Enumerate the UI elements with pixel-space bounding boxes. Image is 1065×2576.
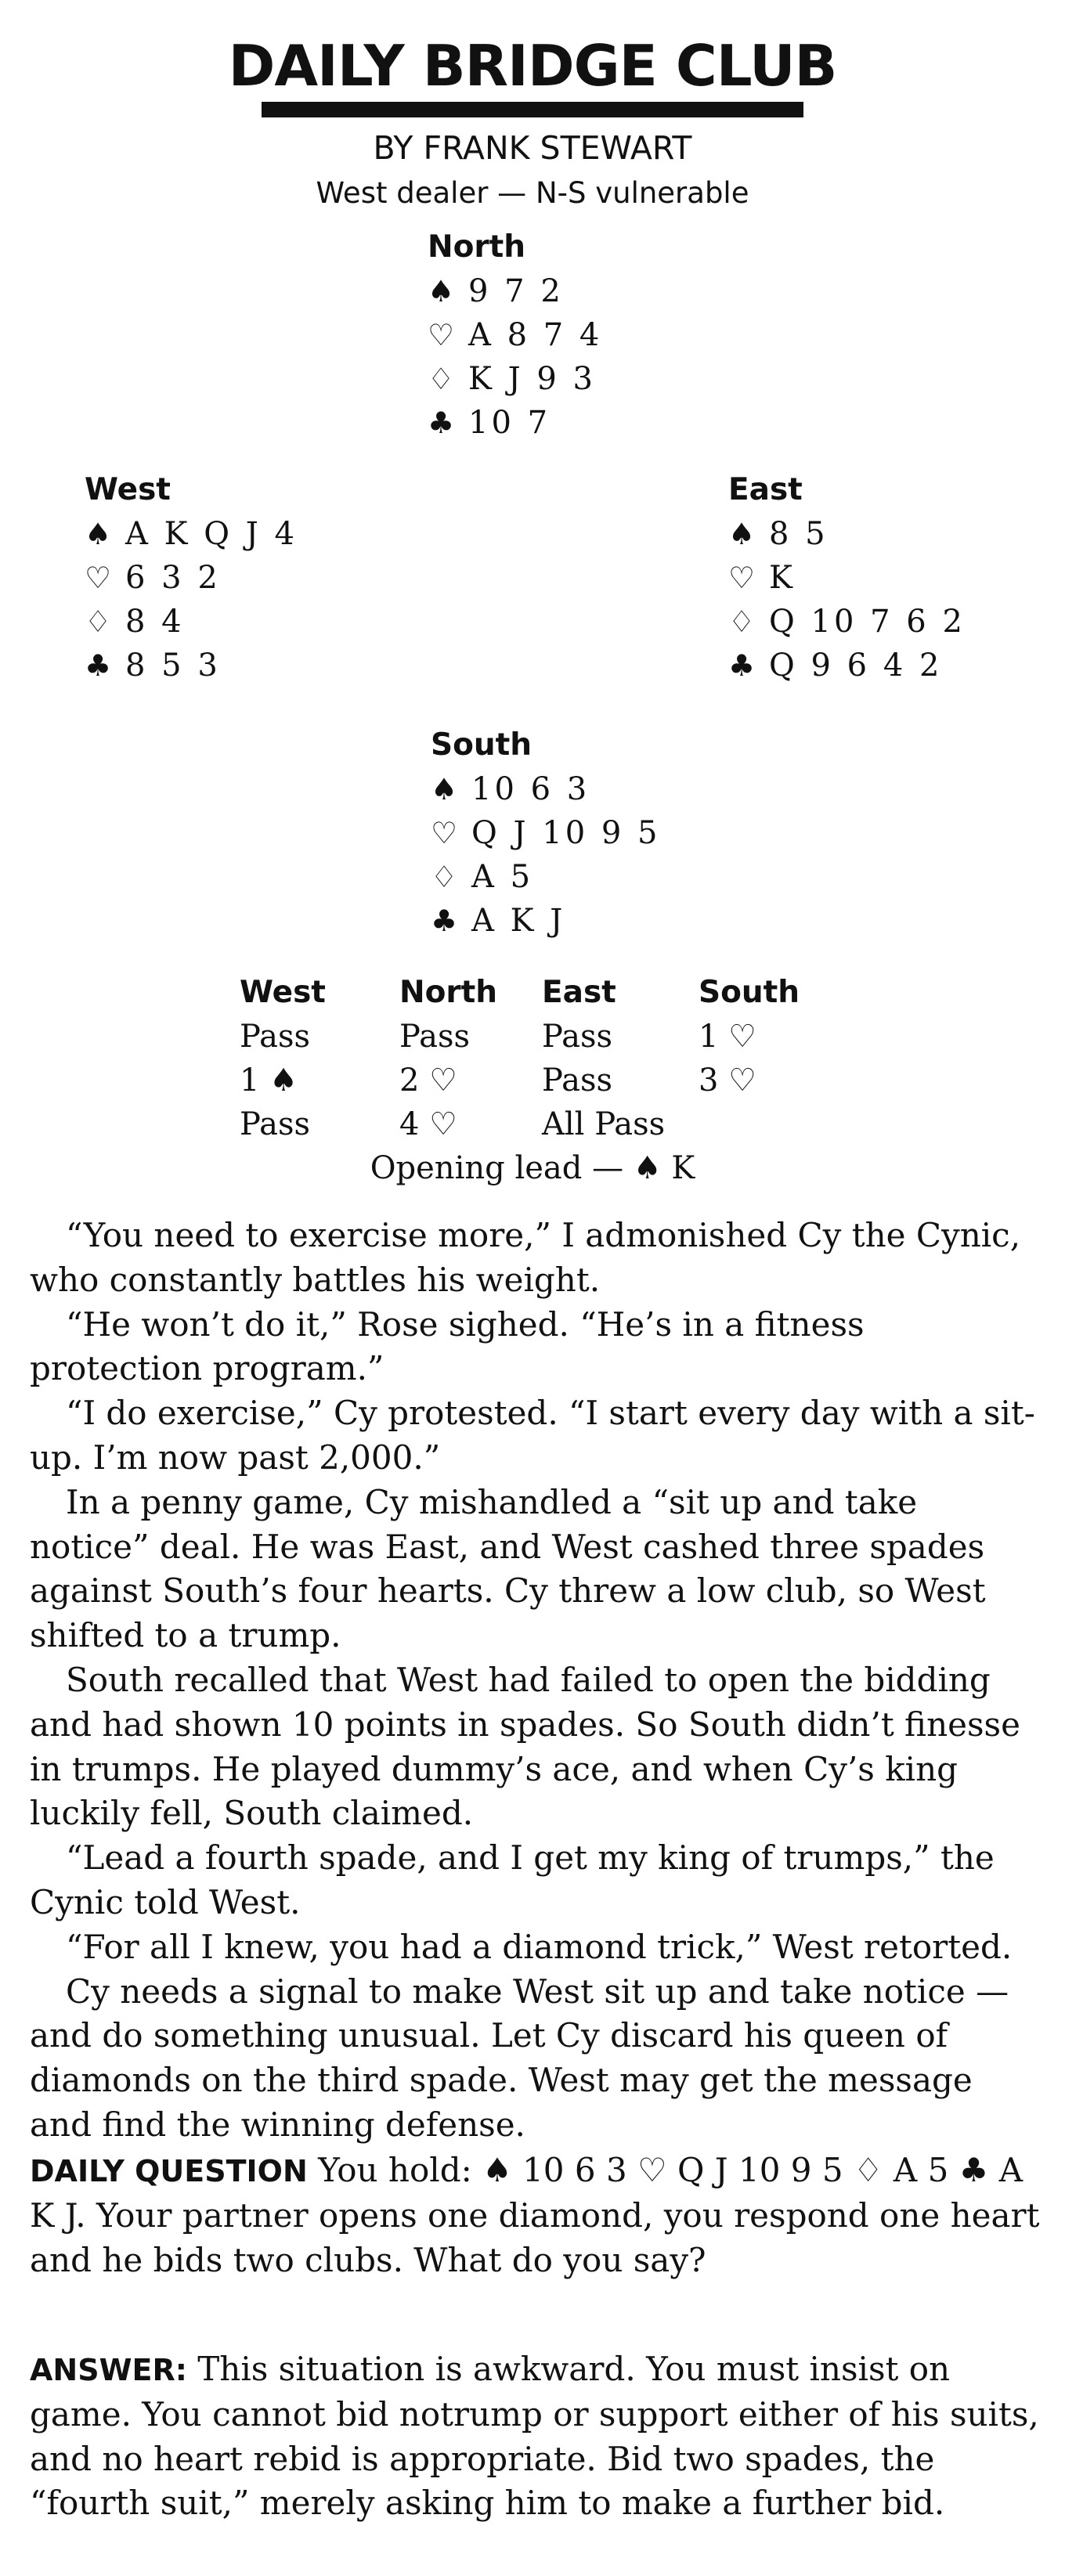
clubs-holding bbox=[728, 644, 966, 687]
bid: Pass bbox=[240, 1106, 311, 1142]
bid: 4 ♡ bbox=[399, 1106, 458, 1142]
spade-icon: ♠ bbox=[431, 772, 458, 806]
diamonds-holding bbox=[728, 600, 966, 644]
auction-header-west: West bbox=[240, 975, 326, 1010]
cards: 8 4 bbox=[125, 604, 185, 640]
title-rule bbox=[262, 102, 803, 117]
paragraph: “For all I knew, you had a diamond trick,” West retorted. bbox=[66, 1927, 1013, 1966]
bid: 3 ♡ bbox=[699, 1063, 757, 1099]
bid: All Pass bbox=[542, 1106, 666, 1142]
auction-row bbox=[240, 1015, 835, 1059]
opening-lead: Opening lead — ♠ K bbox=[370, 1150, 695, 1186]
answer-text: This situation is awkward. You must insist on game. You cannot bid notrump or support either of his suits, and no heart rebid is appropriate. Bid two spades, the “fourth suit,” merely asking him to make a further bid. bbox=[30, 2350, 1039, 2523]
cards: A K J bbox=[471, 903, 566, 939]
hearts-holding bbox=[428, 313, 602, 357]
heart-icon: ♡ bbox=[85, 561, 112, 595]
heart-icon: ♡ bbox=[728, 561, 756, 595]
club-icon: ♣ bbox=[428, 406, 455, 440]
diamond-icon: ♢ bbox=[85, 604, 112, 639]
spade-icon: ♠ bbox=[85, 517, 112, 551]
paragraph: South recalled that West had failed to open the bidding and had shown 10 points in spades. So South didn’t finesse in trumps. He played dummy’s ace, and when Cy’s king luckily fell, South claimed. bbox=[30, 1660, 1020, 1833]
cards: K bbox=[769, 560, 796, 596]
cards: Q J 10 9 5 bbox=[471, 815, 661, 851]
hearts-holding bbox=[85, 556, 298, 600]
club-icon: ♣ bbox=[85, 648, 112, 683]
hand-label: East bbox=[728, 472, 803, 507]
auction bbox=[240, 971, 835, 1146]
byline: BY FRANK STEWART bbox=[373, 129, 692, 167]
bid: Pass bbox=[399, 1019, 471, 1055]
bid: Pass bbox=[240, 1019, 311, 1055]
spades-holding bbox=[431, 767, 660, 811]
answer-label: ANSWER: bbox=[30, 2353, 187, 2387]
diamonds-holding bbox=[85, 600, 298, 644]
auction-row bbox=[240, 1059, 835, 1102]
hand-west bbox=[85, 468, 298, 687]
bid bbox=[699, 1102, 835, 1146]
cards: A K Q J 4 bbox=[125, 516, 298, 552]
hand-south bbox=[431, 723, 660, 943]
answer-paragraph bbox=[30, 2347, 1040, 2526]
diamond-icon: ♢ bbox=[428, 362, 455, 396]
cards: K J 9 3 bbox=[468, 361, 596, 397]
auction-header-row bbox=[240, 971, 835, 1015]
spades-holding bbox=[728, 512, 966, 556]
paragraph: “I do exercise,” Cy protested. “I start every day with a sit-up. I’m now past 2,000.” bbox=[30, 1394, 1035, 1477]
cards: A 8 7 4 bbox=[468, 317, 603, 353]
diamond-icon: ♢ bbox=[728, 604, 756, 639]
hand-east bbox=[728, 468, 966, 687]
spades-holding bbox=[85, 512, 298, 556]
auction-header-south: South bbox=[699, 975, 800, 1010]
heart-icon: ♡ bbox=[428, 318, 455, 352]
bid: 1 ♡ bbox=[699, 1019, 757, 1055]
question-paragraph bbox=[30, 2148, 1040, 2282]
heart-icon: ♡ bbox=[431, 816, 458, 850]
paragraph: “He won’t do it,” Rose sighed. “He’s in a fitness protection program.” bbox=[30, 1304, 865, 1388]
auction-header-north: North bbox=[399, 975, 498, 1010]
cards: 10 7 bbox=[468, 405, 551, 441]
clubs-holding bbox=[428, 401, 602, 445]
spade-icon: ♠ bbox=[428, 274, 455, 308]
hand-north bbox=[428, 225, 602, 445]
hand-label: South bbox=[431, 727, 532, 763]
clubs-holding bbox=[431, 899, 660, 943]
cards: 8 5 3 bbox=[125, 648, 221, 684]
spade-icon: ♠ bbox=[728, 517, 756, 551]
cards: 8 5 bbox=[769, 516, 829, 552]
hand-label: North bbox=[428, 229, 526, 265]
bid: 2 ♡ bbox=[399, 1063, 458, 1099]
club-icon: ♣ bbox=[431, 904, 458, 938]
answer bbox=[30, 2347, 1040, 2526]
diamonds-holding bbox=[431, 855, 660, 899]
paragraph: In a penny game, Cy mishandled a “sit up and take notice” deal. He was East, and West cashed three spades against South’s four hearts. Cy threw a low club, so West shifted to a trump. bbox=[30, 1482, 986, 1655]
hearts-holding bbox=[431, 811, 660, 855]
paragraph: “Lead a fourth spade, and I get my king of trumps,” the Cynic told West. bbox=[30, 1838, 995, 1921]
paragraph: “You need to exercise more,” I admonished Cy the Cynic, who constantly battles his weight. bbox=[30, 1216, 1021, 1299]
cards: 10 6 3 bbox=[471, 771, 590, 807]
question-label: DAILY QUESTION bbox=[30, 2154, 308, 2188]
cards: A 5 bbox=[471, 859, 534, 895]
column-title: DAILY BRIDGE CLUB bbox=[228, 33, 837, 99]
auction-table bbox=[240, 971, 835, 1146]
auction-header-east: East bbox=[542, 975, 616, 1010]
cards: Q 10 7 6 2 bbox=[769, 604, 966, 640]
cards: 6 3 2 bbox=[125, 560, 221, 596]
spades-holding bbox=[428, 269, 602, 313]
question-text: You hold: ♠ 10 6 3 ♡ Q J 10 9 5 ♢ A 5 ♣ A K J. Your partner opens one diamond, you respond one heart and he bids two clubs. What do you say? bbox=[30, 2151, 1040, 2279]
paragraph: Cy needs a signal to make West sit up and take notice — and do something unusual. Let Cy discard his queen of diamonds on the third spade. West may get the message and find the winning defense. bbox=[30, 1972, 1009, 2144]
hearts-holding bbox=[728, 556, 966, 600]
auction-row bbox=[240, 1102, 835, 1146]
daily-question bbox=[30, 2148, 1040, 2282]
bid: Pass bbox=[542, 1019, 613, 1055]
diamonds-holding bbox=[428, 357, 602, 401]
cards: 9 7 2 bbox=[468, 273, 564, 309]
hand-label: West bbox=[85, 472, 171, 507]
column-body bbox=[30, 1214, 1040, 2148]
diamond-icon: ♢ bbox=[431, 860, 458, 894]
cards: Q 9 6 4 2 bbox=[769, 648, 943, 684]
club-icon: ♣ bbox=[728, 648, 756, 683]
bid: 1 ♠ bbox=[240, 1063, 298, 1099]
bid: Pass bbox=[542, 1063, 613, 1099]
clubs-holding bbox=[85, 644, 298, 687]
deal-info: West dealer — N-S vulnerable bbox=[316, 176, 749, 210]
